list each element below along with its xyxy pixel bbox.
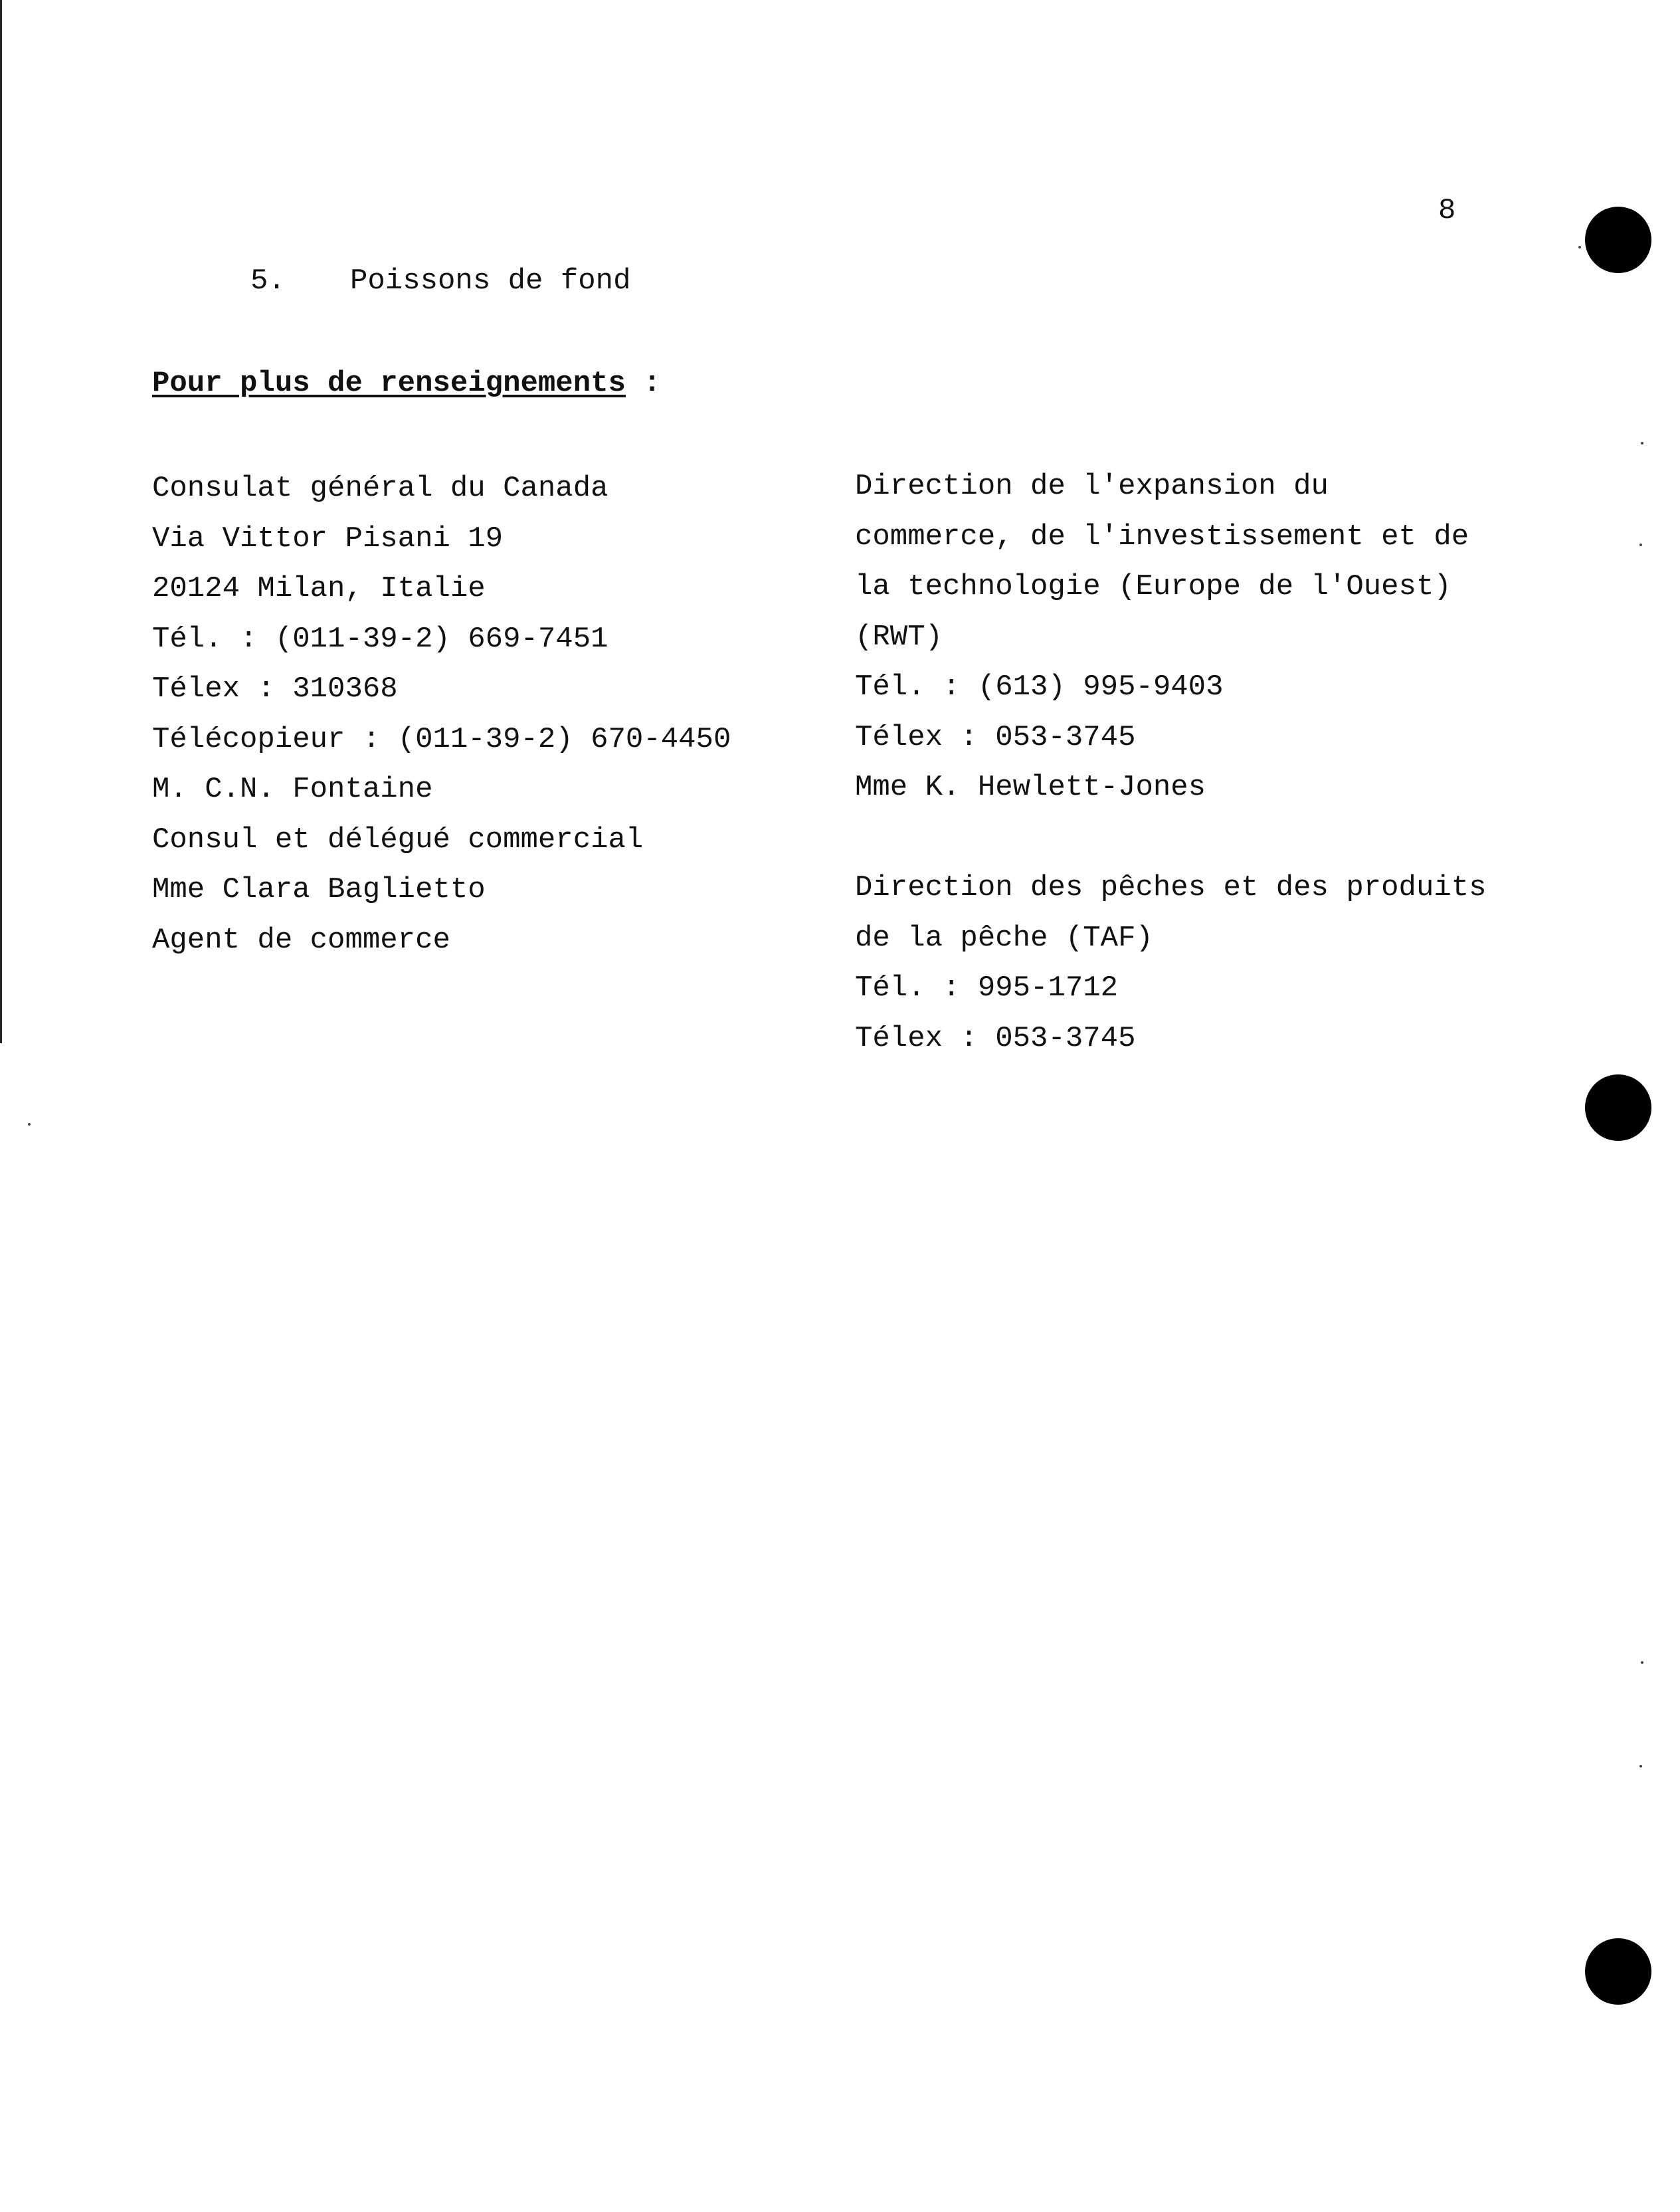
scan-speck bbox=[1641, 1661, 1643, 1664]
info-heading-text: Pour plus de renseignements bbox=[152, 367, 626, 400]
punch-hole bbox=[1585, 1938, 1651, 2005]
contact-line: 20124 Milan, Italie bbox=[152, 572, 486, 605]
contact-line: Tél. : (011-39-2) 669-7451 bbox=[152, 622, 608, 656]
info-heading-colon: : bbox=[625, 367, 661, 400]
block-spacer bbox=[855, 813, 1487, 864]
page-margin-line bbox=[0, 0, 2, 1043]
contact-line: M. C.N. Fontaine bbox=[152, 773, 433, 806]
contact-column-left bbox=[152, 464, 731, 965]
contact-line: Télex : 310368 bbox=[152, 672, 398, 706]
contact-line: (RWT) bbox=[855, 620, 943, 654]
contact-line: Direction de l'expansion du bbox=[855, 470, 1329, 503]
contact-line: Consulat général du Canada bbox=[152, 472, 608, 505]
section-heading bbox=[250, 264, 630, 298]
contact-column-right bbox=[855, 462, 1487, 1064]
page-number: 8 bbox=[1438, 194, 1456, 227]
contact-line: Direction des pêches et des produits bbox=[855, 871, 1487, 904]
scan-speck bbox=[28, 1123, 31, 1126]
contact-line: de la pêche (TAF) bbox=[855, 921, 1153, 955]
punch-hole bbox=[1585, 207, 1651, 273]
scan-speck bbox=[1639, 544, 1642, 546]
contact-line: la technologie (Europe de l'Ouest) bbox=[855, 570, 1451, 603]
section-number: 5. bbox=[250, 264, 286, 298]
contact-line: Via Vittor Pisani 19 bbox=[152, 522, 504, 555]
contact-line: Tél. : (613) 995-9403 bbox=[855, 670, 1224, 704]
punch-hole bbox=[1585, 1074, 1651, 1141]
contact-line: commerce, de l'investissement et de bbox=[855, 520, 1469, 553]
scan-speck bbox=[1578, 246, 1581, 249]
info-heading bbox=[152, 367, 661, 400]
scan-speck bbox=[1641, 442, 1643, 445]
contact-line: Agent de commerce bbox=[152, 923, 450, 957]
contact-line: Télécopieur : (011-39-2) 670-4450 bbox=[152, 722, 731, 756]
scan-speck bbox=[1639, 1765, 1642, 1767]
section-title: Poissons de fond bbox=[350, 264, 631, 298]
contact-line: Consul et délégué commercial bbox=[152, 823, 644, 856]
contact-line: Mme Clara Baglietto bbox=[152, 873, 486, 906]
contact-line: Télex : 053-3745 bbox=[855, 1021, 1136, 1055]
contact-line: Tél. : 995-1712 bbox=[855, 971, 1119, 1005]
contact-line: Télex : 053-3745 bbox=[855, 720, 1136, 754]
contact-line: Mme K. Hewlett-Jones bbox=[855, 771, 1206, 804]
